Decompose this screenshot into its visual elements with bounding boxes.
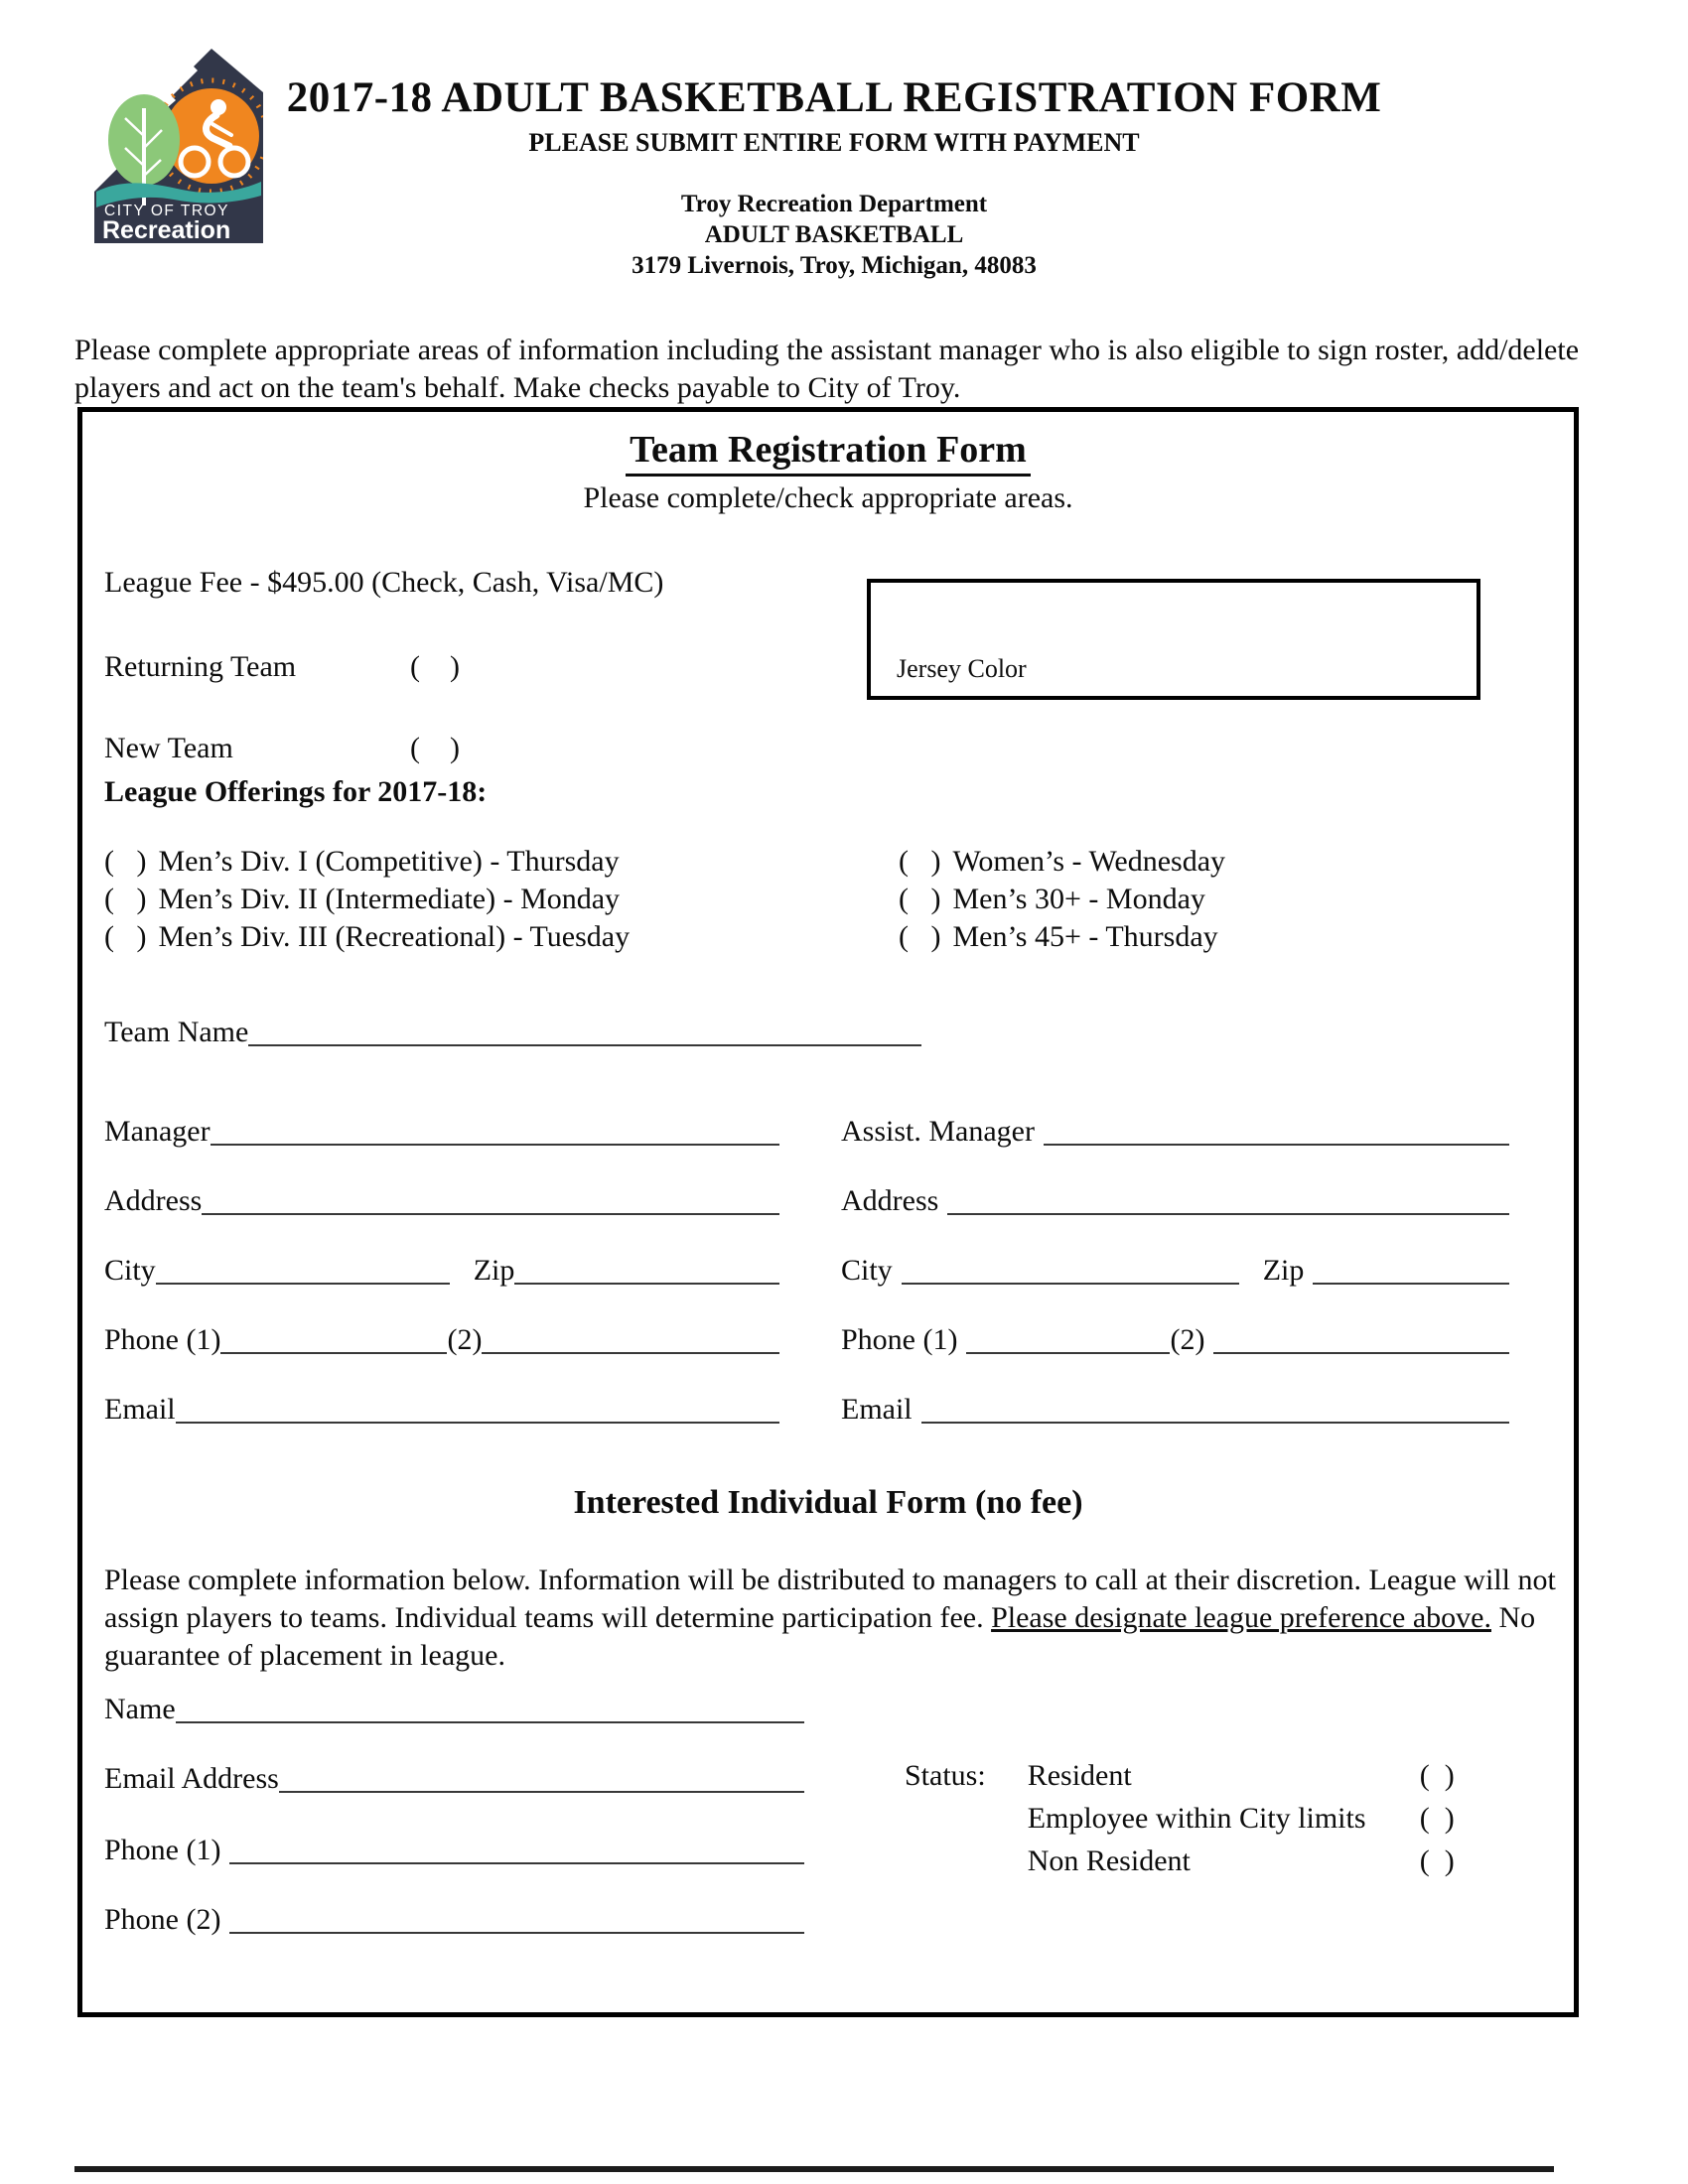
returning-team-label: Returning Team — [104, 650, 297, 683]
assistant-manager-input-line[interactable] — [1044, 1144, 1509, 1146]
email-label: Email — [841, 1393, 913, 1426]
offering-label: Men’s 30+ - Monday — [952, 883, 1205, 915]
name-input-line[interactable] — [176, 1721, 804, 1723]
department-name: Troy Recreation Department — [680, 191, 988, 217]
zip-input-line[interactable] — [1313, 1283, 1509, 1285]
description-underlined: Please designate league preference above. — [991, 1601, 1491, 1634]
email-label: Email — [104, 1393, 176, 1426]
manager-city-zip-field — [104, 1246, 779, 1288]
phone2-input-line[interactable] — [1213, 1352, 1509, 1354]
name-label: Name — [104, 1693, 176, 1725]
individual-phone1-field — [104, 1826, 804, 1867]
offering-checkbox[interactable]: ( ) — [899, 883, 941, 915]
offering-label: Men’s Div. I (Competitive) - Thursday — [158, 845, 620, 878]
department-address: 3179 Livernois, Troy, Michigan, 48083 — [632, 252, 1037, 279]
offering-label: Men’s 45+ - Thursday — [952, 920, 1218, 953]
phone2-input-line[interactable] — [229, 1932, 804, 1934]
manager-phone-field — [104, 1315, 779, 1357]
header-title-block — [40, 73, 1628, 158]
offerings-heading: League Offerings for 2017-18: — [104, 775, 488, 808]
individual-phone2-field — [104, 1895, 804, 1937]
phone1-input-line[interactable] — [220, 1352, 447, 1354]
assistant-email-field — [841, 1385, 1509, 1427]
offering-checkbox[interactable]: ( ) — [104, 845, 147, 878]
address-input-line[interactable] — [947, 1213, 1509, 1215]
city-label: City — [104, 1254, 156, 1287]
description-end: No guarantee of placement in league. — [104, 1601, 1536, 1672]
program-name: ADULT BASKETBALL — [704, 221, 964, 248]
team-registration-box — [77, 407, 1579, 2017]
returning-team-checkbox[interactable]: ( ) — [410, 650, 460, 683]
phone2-label: (2) — [447, 1323, 483, 1356]
new-team-checkbox[interactable]: ( ) — [410, 732, 460, 764]
offering-mens-30plus — [899, 883, 1205, 916]
phone2-label: (2) — [1170, 1323, 1205, 1356]
intro-paragraph: Please complete appropriate areas of information including the assistant manager who is also eligible to sign roster, add/delete players and act on the team's behalf. Make checks payable to City of Troy. — [74, 334, 1580, 404]
status-row-nonresident — [1028, 1840, 1455, 1882]
department-block — [40, 189, 1628, 281]
assistant-city-zip-field — [841, 1246, 1509, 1288]
team-form-subtitle: Please complete/check appropriate areas. — [583, 481, 1073, 514]
phone1-input-line[interactable] — [229, 1862, 804, 1864]
email-input-line[interactable] — [279, 1791, 804, 1793]
offering-checkbox[interactable]: ( ) — [899, 920, 941, 953]
zip-label: Zip — [473, 1254, 515, 1287]
manager-label: Manager — [104, 1115, 211, 1148]
jersey-color-field — [897, 654, 1417, 684]
offering-checkbox[interactable]: ( ) — [104, 883, 147, 915]
manager-name-field — [104, 1107, 779, 1149]
page-title: 2017-18 ADULT BASKETBALL REGISTRATION FORM — [286, 74, 1382, 121]
offering-label: Men’s Div. III (Recreational) - Tuesday — [158, 920, 631, 953]
phone2-label: Phone (2) — [104, 1903, 221, 1936]
phone1-label: Phone (1) — [104, 1323, 221, 1356]
individual-form-title: Interested Individual Form (no fee) — [573, 1484, 1083, 1521]
manager-address-field — [104, 1176, 779, 1218]
jersey-color-box — [867, 579, 1480, 700]
offering-mens-45plus — [899, 920, 1218, 954]
logo-brand-text: Recreation — [102, 216, 231, 243]
manager-input-line[interactable] — [211, 1144, 779, 1146]
zip-label: Zip — [1262, 1254, 1305, 1287]
submit-note: PLEASE SUBMIT ENTIRE FORM WITH PAYMENT — [528, 128, 1140, 157]
status-option-label: Resident — [1027, 1759, 1132, 1792]
status-row-employee — [1028, 1797, 1455, 1840]
email-input-line[interactable] — [176, 1422, 779, 1424]
description-start: Please complete information below. Information will be distributed to managers to call at their discretion. League will not assign players to teams. Individual teams will determine participation fee. — [104, 1564, 1556, 1634]
team-name-label: Team Name — [104, 1016, 249, 1048]
status-label: Status: — [905, 1759, 986, 1792]
team-name-input-line[interactable] — [248, 1044, 921, 1046]
footer-rule — [74, 2166, 1554, 2172]
returning-team-row — [104, 650, 660, 684]
individual-name-field — [104, 1685, 804, 1726]
manager-email-field — [104, 1385, 779, 1427]
zip-input-line[interactable] — [514, 1283, 779, 1285]
new-team-row — [104, 732, 660, 765]
team-form-title: Team Registration Form — [626, 428, 1031, 477]
status-option-label: Employee within City limits — [1027, 1802, 1366, 1835]
address-label: Address — [104, 1184, 203, 1217]
offering-mens-div1 — [104, 845, 620, 879]
logo-org-text: CITY OF TROY — [104, 203, 229, 219]
league-fee-line: League Fee - $495.00 (Check, Cash, Visa/MC) — [104, 566, 664, 599]
address-input-line[interactable] — [202, 1213, 779, 1215]
offering-checkbox[interactable]: ( ) — [899, 845, 941, 878]
assistant-phone-field — [841, 1315, 1509, 1357]
assistant-manager-label: Assist. Manager — [841, 1115, 1035, 1148]
phone1-label: Phone (1) — [104, 1834, 221, 1866]
email-input-line[interactable] — [921, 1422, 1509, 1424]
new-team-label: New Team — [104, 732, 233, 764]
offering-mens-div2 — [104, 883, 620, 916]
assistant-manager-name-field — [841, 1107, 1509, 1149]
assistant-address-field — [841, 1176, 1509, 1218]
city-input-line[interactable] — [156, 1283, 450, 1285]
offering-checkbox[interactable]: ( ) — [104, 920, 147, 953]
address-label: Address — [841, 1184, 939, 1217]
individual-email-field — [104, 1754, 804, 1796]
phone2-input-line[interactable] — [482, 1352, 779, 1354]
offering-label: Men’s Div. II (Intermediate) - Monday — [158, 883, 621, 915]
status-option-label: Non Resident — [1027, 1844, 1191, 1877]
status-row-resident — [1028, 1754, 1455, 1797]
offering-womens — [899, 845, 1225, 879]
jersey-color-label: Jersey Color — [897, 654, 1027, 683]
status-employee-checkbox[interactable]: ( ) — [1419, 1802, 1455, 1835]
status-nonresident-checkbox[interactable]: ( ) — [1419, 1844, 1455, 1877]
offering-label: Women’s - Wednesday — [952, 845, 1226, 878]
city-label: City — [841, 1254, 893, 1287]
offering-mens-div3 — [104, 920, 630, 954]
status-resident-checkbox[interactable]: ( ) — [1419, 1759, 1455, 1792]
email-address-label: Email Address — [104, 1762, 279, 1795]
team-name-field — [104, 1008, 921, 1049]
status-section — [905, 1754, 1455, 1882]
individual-form-description — [104, 1562, 1562, 1675]
city-input-line[interactable] — [902, 1283, 1239, 1285]
phone1-label: Phone (1) — [841, 1323, 958, 1356]
phone1-input-line[interactable] — [966, 1352, 1170, 1354]
